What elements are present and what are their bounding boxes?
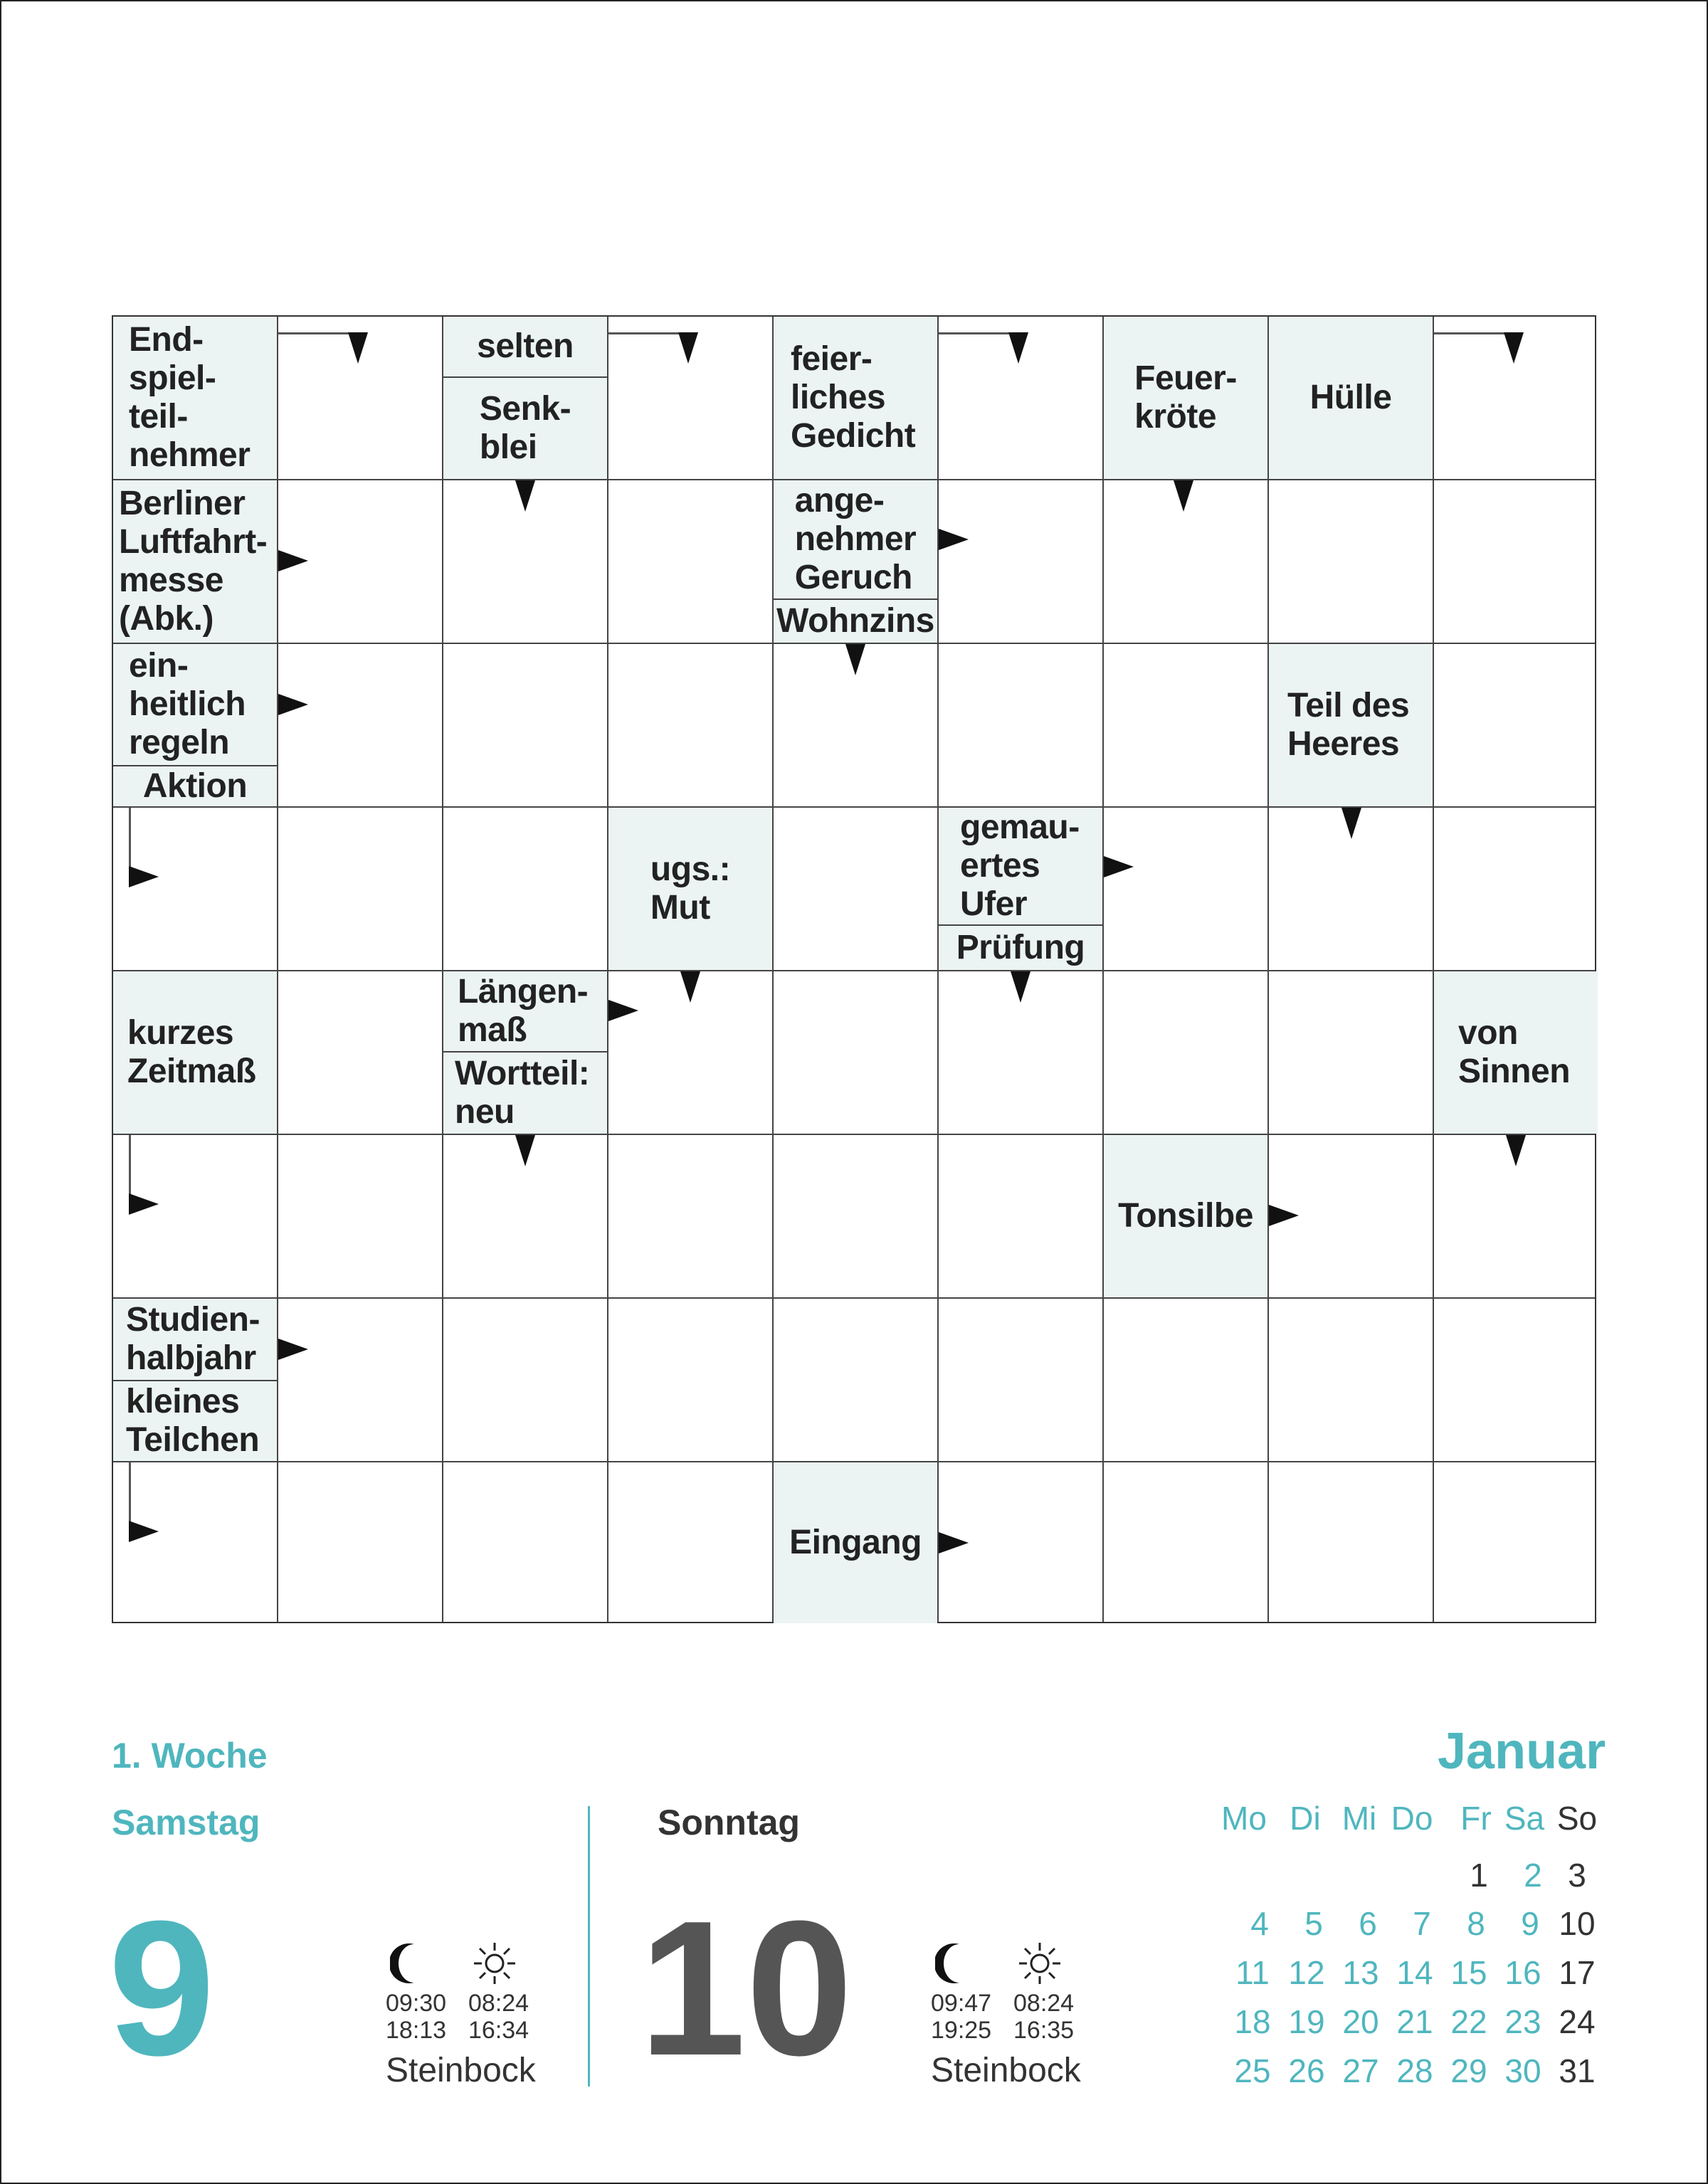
weekday-header: Mo — [1221, 1800, 1267, 1837]
sunday-moonrise: 09:47 — [931, 1990, 992, 2017]
calendar-day: 30 — [1504, 2052, 1541, 2089]
calendar-day: 13 — [1342, 1954, 1379, 1991]
crescent-moon-icon — [390, 1941, 430, 1993]
calendar-day: 9 — [1521, 1905, 1539, 1942]
arrow-right-icon — [278, 1339, 308, 1360]
calendar-day: 5 — [1304, 1905, 1323, 1942]
calendar-day: 18 — [1234, 2003, 1271, 2040]
arrow-down-icon — [515, 1135, 535, 1166]
clue-berliner-luftfahrtmesse: Berliner Luftfahrt- messe (Abk.) — [113, 480, 277, 643]
calendar-day: 2 — [1524, 1857, 1542, 1894]
saturday-moonrise: 09:30 — [386, 1990, 447, 2017]
clue-aktion: Aktion — [113, 766, 277, 806]
weekday-header: Fr — [1460, 1800, 1492, 1837]
weekday-header: Di — [1290, 1800, 1321, 1837]
arrow-right-icon — [129, 866, 159, 887]
calendar-day: 31 — [1559, 2052, 1596, 2089]
clue-feierliches-gedicht: feier- liches Gedicht — [774, 317, 937, 479]
calendar-day: 3 — [1568, 1857, 1586, 1894]
arrow-right-icon — [608, 1000, 638, 1021]
clue-gemauertes-ufer: gemau- ertes Ufer — [939, 808, 1102, 924]
calendar-day: 22 — [1450, 2003, 1487, 2040]
clue-feuerkroete: Feuer- kröte — [1104, 317, 1267, 479]
calendar-day: 26 — [1288, 2052, 1325, 2089]
calendar-day: 19 — [1288, 2003, 1325, 2040]
clue-kleines-teilchen: kleines Teilchen — [113, 1381, 277, 1461]
calendar-day: 29 — [1450, 2052, 1487, 2089]
clue-laengenmass: Längen- maß — [443, 971, 607, 1051]
calendar-day: 7 — [1413, 1905, 1431, 1942]
clue-ugs-mut: ugs.: Mut — [608, 808, 772, 970]
saturday-date: 9 — [108, 1882, 216, 2096]
saturday-zodiac: Steinbock — [386, 2052, 536, 2089]
crescent-moon-icon — [935, 1941, 975, 1993]
arrow-down-icon — [1341, 808, 1361, 839]
weekday-header: Do — [1391, 1800, 1433, 1837]
clue-teil-des-heeres: Teil des Heeres — [1269, 644, 1433, 806]
calendar-day: 21 — [1396, 2003, 1433, 2040]
calendar-day: 11 — [1235, 1954, 1270, 1991]
clue-senkblei: Senk- blei — [443, 378, 607, 479]
calendar-day: 14 — [1396, 1954, 1433, 1991]
calendar-day: 28 — [1396, 2052, 1433, 2089]
arrow-down-icon — [515, 480, 535, 512]
sun-icon — [473, 1941, 517, 1993]
calendar-day: 8 — [1467, 1905, 1485, 1942]
clue-studienhalbjahr: Studien- halbjahr — [113, 1299, 277, 1380]
calendar-day: 17 — [1559, 1954, 1596, 1991]
arrow-right-icon — [129, 1193, 159, 1215]
arrow-right-icon — [129, 1521, 159, 1542]
saturday-sunset: 16:34 — [468, 2017, 529, 2044]
sunday-sunset: 16:35 — [1013, 2017, 1075, 2044]
sunday-moonset: 19:25 — [931, 2017, 992, 2044]
sunday-label: Sonntag — [658, 1803, 800, 1842]
calendar-day: 10 — [1559, 1905, 1596, 1942]
sun-icon — [1018, 1941, 1062, 1993]
calendar-day: 23 — [1504, 2003, 1541, 2040]
calendar-day: 16 — [1504, 1954, 1541, 1991]
arrow-down-icon — [678, 332, 698, 364]
week-label: 1. Woche — [112, 1736, 268, 1776]
saturday-sunrise: 08:24 — [468, 1990, 529, 2017]
clue-endspielteilnehmer: End- spiel- teil- nehmer — [113, 317, 277, 479]
arrow-down-icon — [845, 644, 865, 675]
calendar-day: 4 — [1250, 1905, 1269, 1942]
arrow-right-icon — [939, 529, 969, 550]
month-title: Januar — [1438, 1723, 1606, 1780]
calendar-day: 1 — [1470, 1857, 1488, 1894]
arrow-down-icon — [348, 332, 368, 364]
arrow-right-icon — [1269, 1205, 1299, 1226]
calendar-day: 25 — [1234, 2052, 1271, 2089]
clue-huelle: Hülle — [1269, 317, 1433, 479]
day-divider — [588, 1806, 590, 2087]
arrow-down-icon — [680, 971, 700, 1003]
saturday-label: Samstag — [112, 1803, 260, 1842]
calendar-day: 6 — [1359, 1905, 1377, 1942]
clue-wortteil-neu: Wortteil: neu — [443, 1053, 607, 1134]
clue-angenehmer-geruch: ange- nehmer Geruch — [774, 480, 937, 598]
arrow-right-icon — [1104, 856, 1134, 877]
arrow-down-icon — [1008, 332, 1028, 364]
calendar-day: 24 — [1559, 2003, 1596, 2040]
sunday-sunrise: 08:24 — [1013, 1990, 1075, 2017]
weekday-header: So — [1556, 1800, 1598, 1837]
clue-selten: selten — [443, 317, 607, 376]
weekday-header: Mi — [1341, 1800, 1377, 1837]
calendar-day: 12 — [1288, 1954, 1325, 1991]
arrow-right-icon — [278, 550, 308, 571]
saturday-moonset: 18:13 — [386, 2017, 447, 2044]
arrow-down-icon — [1504, 332, 1524, 364]
arrow-right-icon — [278, 694, 308, 715]
clue-wohnzins: Wohnzins — [774, 600, 937, 643]
crossword-grid — [112, 315, 1596, 1623]
clue-tonsilbe: Tonsilbe — [1104, 1135, 1267, 1297]
arrow-down-icon — [1174, 480, 1193, 512]
arrow-down-icon — [1011, 971, 1030, 1003]
clue-von-sinnen: von Sinnen — [1434, 971, 1598, 1134]
weekday-header: Sa — [1504, 1800, 1545, 1837]
calendar-day: 20 — [1342, 2003, 1379, 2040]
sunday-date: 10 — [639, 1882, 853, 2096]
calendar-day: 15 — [1450, 1954, 1487, 1991]
arrow-right-icon — [939, 1532, 969, 1553]
sunday-zodiac: Steinbock — [931, 2052, 1081, 2089]
clue-eingang: Eingang — [774, 1462, 937, 1623]
clue-pruefung: Prüfung — [939, 926, 1102, 970]
calendar-day: 27 — [1342, 2052, 1379, 2089]
clue-einheitlich-regeln: ein- heitlich regeln — [113, 644, 277, 765]
arrow-down-icon — [1506, 1135, 1526, 1166]
clue-kurzes-zeitmass: kurzes Zeitmaß — [113, 971, 277, 1134]
